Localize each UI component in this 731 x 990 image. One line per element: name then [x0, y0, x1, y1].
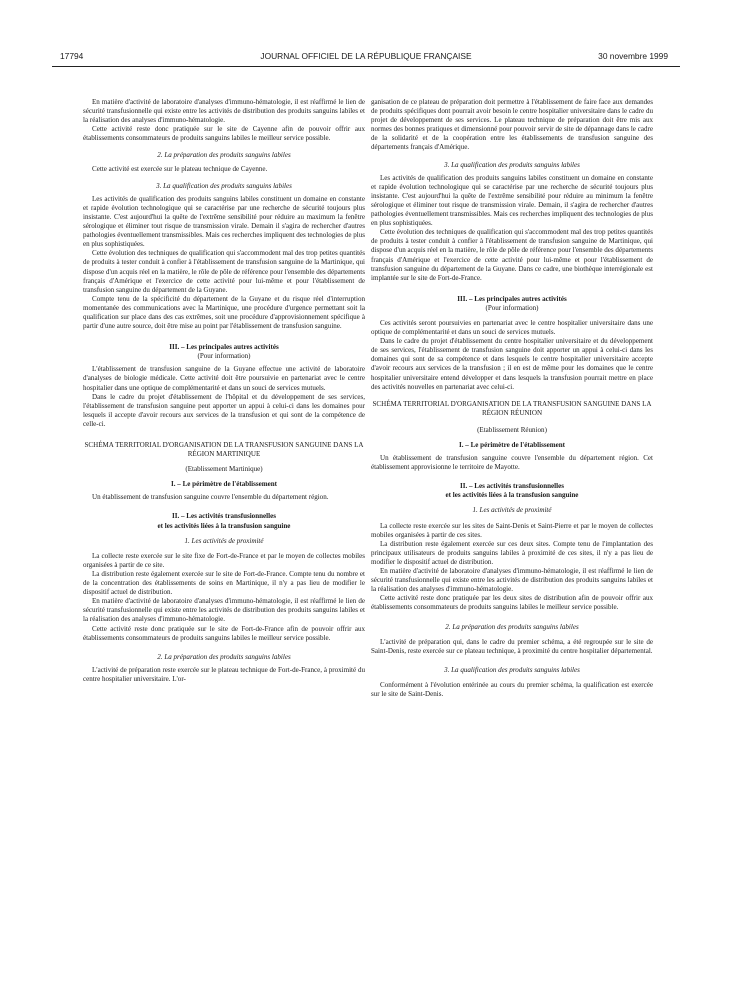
paragraph: Les activités de qualification des produits sanguins labiles constituent un domaine en constante et rapide évolution technologique qui se caractérise par une recherche de sécurité toujours plus insistante. C'est aujourd'hui la quête de l'extrême sensibilité pour réduire au maximum la fenêtre sérologique et éliminer tout risque de transmission virale. Demain il s'agira de rechercher d'autres pathologies éventuellement transmissibles. Mais ces recherches impliquent des technologies de plus en plus sophistiquées.: [83, 194, 365, 249]
section-heading: 2. La préparation des produits sanguins labiles: [445, 622, 579, 631]
section-heading: 2. La préparation des produits sanguins labiles: [157, 652, 291, 661]
paragraph: En matière d'activité de laboratoire d'analyses d'immuno-hématologie, il est réaffirmé le lien de sécurité transfusionnelle qui existe entre les activités de distribution des produits sanguins labiles et la réalisation des analyses d'immuno-hématologie.: [83, 98, 365, 125]
paragraph: Cette activité reste donc pratiquée sur le site de Fort-de-France afin de pouvoir offrir aux établissements consommateurs de produits sanguins labiles le meilleur service possible.: [83, 624, 365, 642]
paragraph: En matière d'activité de laboratoire d'analyses d'immuno-hématologie, il est réaffirmé le lien de sécurité transfusionnelle qui existe entre les activités de distribution des produits sanguins labiles et la réalisation des analyses d'immuno-hématologie.: [83, 597, 365, 624]
section-heading: 1. Les activités de proximité: [184, 536, 264, 545]
section-heading: 3. La qualification des produits sanguins labiles: [156, 181, 292, 190]
section-heading: et les activités liées à la transfusion sanguine: [157, 521, 291, 530]
page-header: [52, 49, 680, 63]
section-heading: 3. La qualification des produits sanguins labiles: [444, 160, 580, 169]
paragraph: L'activité de préparation qui, dans le cadre du premier schéma, a été regroupée sur le site de Saint-Denis, reste exercée sur ce plateau technique, à proximité du centre hospitalier départemental.: [371, 637, 653, 655]
paragraph: Dans le cadre du projet d'établissement de l'hôpital et du développement de ses services, l'établissement de transfusion sanguine peut apporter un appui à celui-ci dans les domaines pour lesquels il accepte d'avoir recours aux services de la transfusion et qui sont de la compétence de celle-ci.: [83, 392, 365, 428]
paragraph: La distribution reste également exercée sur le site de Fort-de-France. Compte tenu du nombre et de la concentration des établissements de soins en Martinique, il n'y a pas lieu de modifier le dispositif actuel de distribution.: [83, 569, 365, 597]
section-heading: 2. La préparation des produits sanguins labiles: [157, 151, 291, 160]
header-rule: [52, 66, 680, 67]
left-column: [83, 98, 365, 684]
paragraph: La collecte reste exercée sur les sites de Saint-Denis et Saint-Pierre et par le moyen de collectes mobiles organisées à partir de ces sites.: [371, 521, 653, 539]
issue-date: 30 novembre 1999: [598, 51, 668, 61]
section-heading: III. – Les principales autres activités: [457, 294, 567, 303]
schema-title: SCHÉMA TERRITORIAL D'ORGANISATION DE LA TRANSFUSION SANGUINE DANS LA RÉGION RÉUNION: [372, 399, 652, 417]
section-heading: II. – Les activités transfusionnelles: [460, 482, 564, 491]
paragraph: Dans le cadre du projet d'établissement du centre hospitalier universitaire et du développement de ses services, l'établissement de transfusion sanguine doit apporter un appui à celui-ci dans les domaines qui sont de sa compétence et dans lesquels le centre hospitalier universitaire accepte d'avoir recours aux services de la transfusion ; il en est de même pour les domaines que le centre hospitalier universitaire entend développer et dans lesquels la transfusion pourrait mettre en place des activités nouvelles en partenariat avec celui-ci.: [371, 337, 653, 391]
paragraph: Cette évolution des techniques de qualification qui s'accommodent mal des trop petites quantités de produits à tester conduit à confier à l'établissement de transfusion sanguine de Martinique, qui dispose d'un acquis réel en la matière, le rôle de pôle de référence pour l'ensemble des départements français d'Amérique et l'exercice de cette activité pour lui-même et pour l'établissement de transfusion sanguine du département de la Guyane. Dans ce cadre, une biothèque interrégionale est implantée sur le site de Fort-de-France.: [371, 228, 653, 282]
section-heading: I. – Le périmètre de l'établissement: [171, 480, 277, 489]
journal-title: JOURNAL OFFICIEL DE LA RÉPUBLIQUE FRANÇAISE: [260, 51, 472, 61]
paragraph: Conformément à l'évolution entérinée au cours du premier schéma, la qualification est exercée sur le site de Saint-Denis.: [371, 680, 653, 698]
paragraph: L'activité de préparation reste exercée sur le plateau technique de Fort-de-France, à proximité du centre hospitalier universitaire. L'or-: [83, 665, 365, 683]
paragraph: ganisation de ce plateau de préparation doit permettre à l'établissement de faire face aux demandes de produits spécifiques dont pourrait avoir besoin le centre hospitalier universitaire dans le cadre du projet de développement de ses services. Le plateau technique de préparation doit être mis aux normes des bonnes pratiques et dimensionné pour pouvoir servir de site de dépannage dans le cadre de la solidarité et de la coopération entre les établissements de transfusion sanguine des départements français d'Amérique.: [371, 98, 653, 152]
section-heading: II. – Les activités transfusionnelles: [172, 512, 276, 521]
paragraph: L'établissement de transfusion sanguine de la Guyane effectue une activité de laboratoire d'analyses de biologie médicale. Cette activité doit être poursuivie en partenariat avec le centre hospitalier dans une optique de complémentarité et dans un souci de services mutuels.: [83, 365, 365, 392]
schema-title: SCHÉMA TERRITORIAL D'ORGANISATION DE LA TRANSFUSION SANGUINE DANS LA RÉGION MARTINIQUE: [84, 441, 364, 459]
section-subheading: (Pour information): [197, 352, 251, 361]
paragraph: En matière d'activité de laboratoire d'analyses d'immuno-hématologie, il est réaffirmé le lien de sécurité transfusionnelle qui existe entre les activités de distribution des produits sanguins labiles et la réalisation des analyses d'immuno-hématologie.: [371, 567, 653, 594]
paragraph: Ces activités seront poursuivies en partenariat avec le centre hospitalier universitaire dans une optique de complémentarité et dans un souci de services mutuels.: [371, 318, 653, 337]
paragraph: La collecte reste exercée sur le site fixe de Fort-de-France et par le moyen de collectes mobiles organisées à partir de ce site.: [83, 551, 365, 569]
paragraph: Cette activité reste donc pratiquée sur le site de Cayenne afin de pouvoir offrir aux établissements consommateurs de produits sanguins labiles le meilleur service possible.: [83, 125, 365, 143]
paragraph: Compte tenu de la spécificité du département de la Guyane et du risque réel d'interruption momentanée des communications avec la Martinique, une procédure d'urgence permettant soit la qualification sur place dans des cas extrêmes, soit une procédure d'approvisionnement spécifique à partir d'une autre source, doit être mise au point par l'établissement de transfusion sanguine.: [83, 294, 365, 331]
page-number: 17794: [60, 51, 84, 61]
establishment-label: (Etablissement Martinique): [185, 465, 263, 474]
right-column: [371, 98, 653, 699]
paragraph: Cette activité est exercée sur le plateau technique de Cayenne.: [92, 164, 268, 173]
paragraph: Un établissement de transfusion sanguine couvre l'ensemble du département région.: [92, 493, 329, 502]
section-heading: III. – Les principales autres activités: [169, 343, 279, 352]
section-subheading: (Pour information): [485, 303, 539, 312]
paragraph: La distribution reste également exercée sur ces deux sites. Compte tenu de l'implantation des principaux utilisateurs de produits sanguins labiles à proximité de ces sites, il n'y a pas lieu de modifier le dispositif actuel de distribution.: [371, 539, 653, 566]
section-heading: et les activités liées à la transfusion sanguine: [445, 491, 579, 500]
paragraph: Cette activité reste donc pratiquée par les deux sites de distribution afin de pouvoir offrir aux établissements consommateurs de produits sanguins labiles le meilleur service possible.: [371, 594, 653, 612]
paragraph: Les activités de qualification des produits sanguins labiles constituent un domaine en constante et rapide évolution technologique qui se caractérise par une recherche de sécurité toujours plus insistante. C'est aujourd'hui la quête de l'extrême sensibilité pour réduire au minimum la fenêtre sérologique et éliminer tout risque de transmission virale. Demain, il s'agira de rechercher d'autres pathologies éventuellement transmissibles. Mais ces recherches impliquent des technologies de plus en plus sophistiquées.: [371, 173, 653, 228]
paragraph: Un établissement de transfusion sanguine couvre l'ensemble du département région. Cet établissement approvisionne le territoire de Mayotte.: [371, 454, 653, 472]
section-heading: I. – Le périmètre de l'établissement: [459, 441, 565, 449]
establishment-label: (Etablissement Réunion): [477, 425, 547, 434]
paragraph: Cette évolution des techniques de qualification qui s'accommodent mal des trop petites quantités de produits à tester conduit à confier à l'établissement de transfusion sanguine de la Martinique, qui dispose d'un acquis réel en la matière, le rôle de pôle de référence pour l'ensemble des départements français d'Amérique et l'exercice de cette activité pour lui-même et pour l'établissement de transfusion sanguine du département de la Guyane.: [83, 249, 365, 294]
section-heading: 1. Les activités de proximité: [472, 506, 552, 515]
section-heading: 3. La qualification des produits sanguins labiles: [444, 665, 580, 674]
